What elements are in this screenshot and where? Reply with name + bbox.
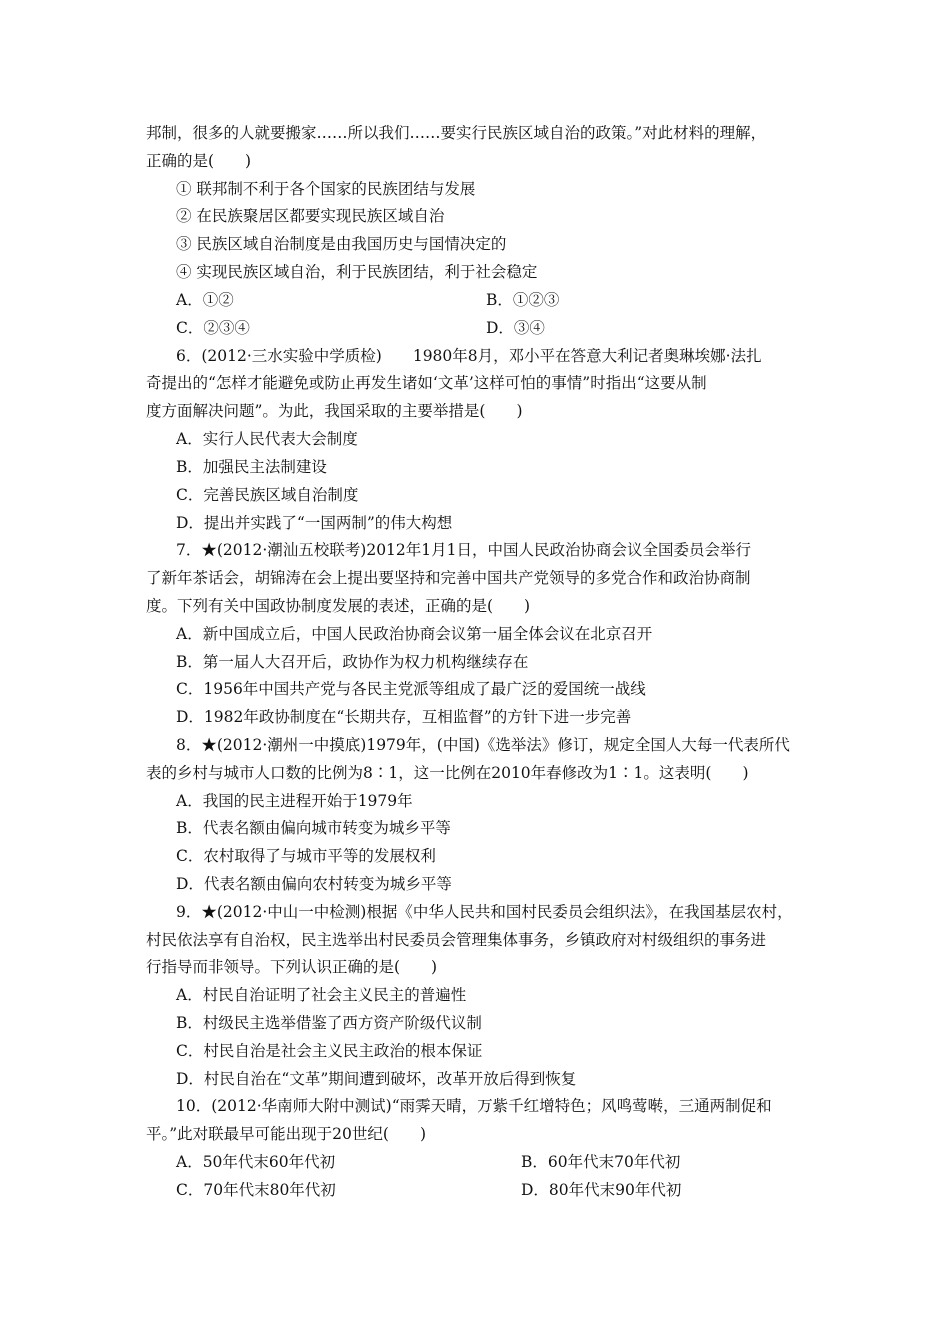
q6-stem-line-2: 奇提出的“怎样才能避免或防止再发生诸如‘文革’这样可怕的事情”时指出“这要从制: [146, 374, 707, 392]
q5-statement-3: ③ 民族区域自治制度是由我国历史与国情决定的: [176, 235, 507, 253]
q6-option-c: C．完善民族区域自治制度: [176, 486, 359, 504]
q8-option-c: C．农村取得了与城市平等的发展权利: [176, 847, 436, 865]
q8-option-d: D．代表名额由偏向农村转变为城乡平等: [176, 875, 452, 893]
q5-option-d: D．③④: [486, 319, 545, 337]
q10-option-c: C．70年代末80年代初: [176, 1181, 336, 1199]
q10-stem-line-2: 平。”此对联最早可能出现于20世纪( ): [146, 1125, 426, 1143]
q7-option-c: C．1956年中国共产党与各民主党派等组成了最广泛的爱国统一战线: [176, 680, 646, 698]
q10-option-d: D．80年代末90年代初: [521, 1181, 682, 1199]
q6-option-a: A．实行人民代表大会制度: [176, 430, 358, 448]
q5-statement-4: ④ 实现民族区域自治，利于民族团结，利于社会稳定: [176, 263, 538, 281]
q7-option-d: D．1982年政协制度在“长期共存，互相监督”的方针下进一步完善: [176, 708, 632, 726]
q9-option-b: B．村级民主选举借鉴了西方资产阶级代议制: [176, 1014, 482, 1032]
q5-stem-line-1: 邦制，很多的人就要搬家……所以我们……要实行民族区域自治的政策。”对此材料的理解，: [146, 124, 767, 142]
q5-option-a: A．①②: [176, 291, 234, 309]
q10-stem-line-1: 10．(2012·华南师大附中测试)“雨霁天晴，万紫千红增特色；风鸣莺啭，三通两制促和: [176, 1097, 772, 1115]
q9-option-c: C．村民自治是社会主义民主政治的根本保证: [176, 1042, 483, 1060]
q7-option-a: A．新中国成立后，中国人民政治协商会议第一届全体会议在北京召开: [176, 625, 653, 643]
q6-option-d: D．提出并实践了“一国两制”的伟大构想: [176, 514, 453, 532]
q8-stem-line-1: 8．★(2012·潮州一中摸底)1979年，(中国)《选举法》修订，规定全国人大每一代表所代: [176, 736, 790, 754]
q7-option-b: B．第一届人大召开后，政协作为权力机构继续存在: [176, 653, 529, 671]
q9-option-a: A．村民自治证明了社会主义民主的普遍性: [176, 986, 467, 1004]
q10-option-a: A．50年代末60年代初: [176, 1153, 336, 1171]
q6-stem-line-3: 度方面解决问题”。为此，我国采取的主要举措是( ): [146, 402, 523, 420]
q5-stem-line-2: 正确的是( ): [146, 152, 252, 170]
q6-stem-line-1: 6．(2012·三水实验中学质检) 1980年8月，邓小平在答意大利记者奥琳埃娜·法扎: [176, 347, 762, 365]
q8-stem-line-2: 表的乡村与城市人口数的比例为8∶1，这一比例在2010年春修改为1∶1。这表明( ): [146, 764, 749, 782]
q9-option-d: D．村民自治在“文革”期间遭到破坏，改革开放后得到恢复: [176, 1070, 577, 1088]
q10-option-b: B．60年代末70年代初: [521, 1153, 681, 1171]
q5-option-b: B．①②③: [486, 291, 560, 309]
q9-stem-line-2: 村民依法享有自治权，民主选举出村民委员会管理集体事务，乡镇政府对村级组织的事务进: [146, 931, 767, 949]
q8-option-a: A．我国的民主进程开始于1979年: [176, 792, 413, 810]
q9-stem-line-1: 9．★(2012·中山一中检测)根据《中华人民共和国村民委员会组织法》，在我国基层农村，: [176, 903, 793, 921]
q5-statement-1: ① 联邦制不利于各个国家的民族团结与发展: [176, 180, 476, 198]
q7-stem-line-1: 7．★(2012·潮汕五校联考)2012年1月1日，中国人民政治协商会议全国委员会举行: [176, 541, 752, 559]
q5-statement-2: ② 在民族聚居区都要实现民族区域自治: [176, 207, 445, 225]
q9-stem-line-3: 行指导而非领导。下列认识正确的是( ): [146, 958, 438, 976]
q8-option-b: B．代表名额由偏向城市转变为城乡平等: [176, 819, 451, 837]
q7-stem-line-3: 度。下列有关中国政协制度发展的表述，正确的是( ): [146, 597, 531, 615]
q6-option-b: B．加强民主法制建设: [176, 458, 327, 476]
q5-option-c: C．②③④: [176, 319, 250, 337]
q7-stem-line-2: 了新年茶话会，胡锦涛在会上提出要坚持和完善中国共产党领导的多党合作和政治协商制: [146, 569, 751, 587]
